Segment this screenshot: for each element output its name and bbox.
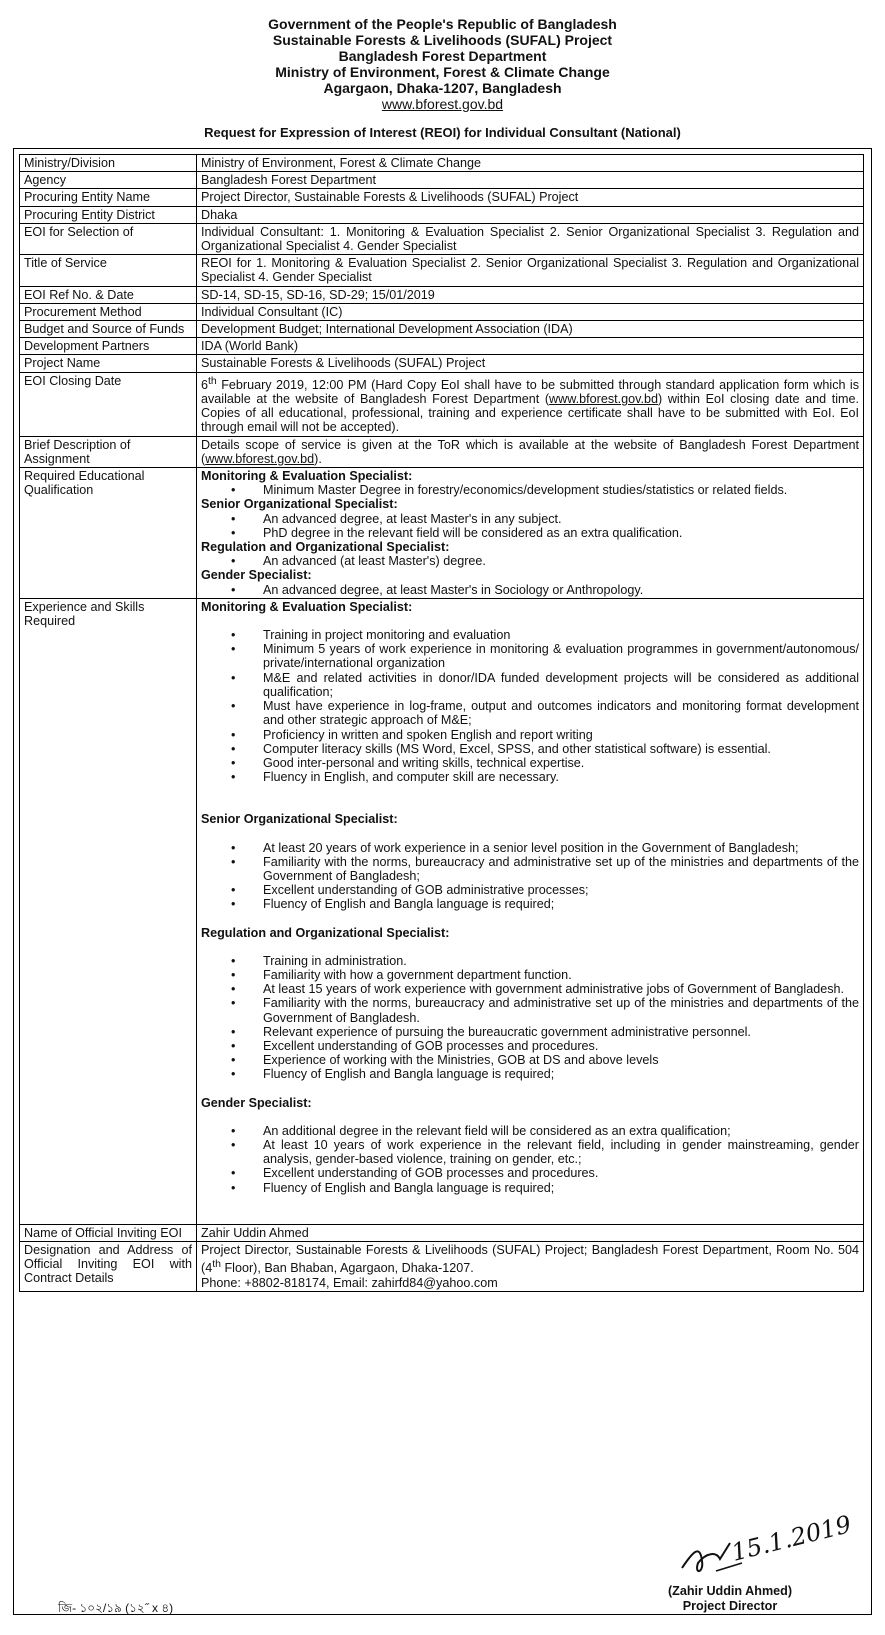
table-row [20, 1241, 864, 1291]
row-label: EOI for Selection of [20, 223, 197, 254]
list-item: • Excellent understanding of GOB administrative processes; [201, 883, 859, 897]
section-heading: Senior Organizational Specialist: [201, 812, 398, 827]
contact-line: Phone: +8802-818174, Email: zahirfd84@yahoo.com [201, 1275, 498, 1290]
designation-value [197, 1241, 864, 1291]
table-row [20, 321, 864, 338]
row-label: Procuring Entity Name [20, 189, 197, 206]
row-value: Bangladesh Forest Department [197, 172, 864, 189]
row-label: Procurement Method [20, 303, 197, 320]
brief-text: Details scope of service is given at the ToR which is available at the website of Bangladesh Forest Department ( [201, 437, 859, 466]
closing-website-link[interactable]: www.bforest.gov.bd [549, 392, 659, 407]
row-label: Designation and Address of Official Inviting EOI with Contract Details [20, 1241, 197, 1291]
row-label: Brief Description of Assignment [20, 436, 197, 467]
bullet-list [201, 512, 859, 540]
row-label: Procuring Entity District [20, 206, 197, 223]
section-heading: Monitoring & Evaluation Specialist: [201, 599, 413, 614]
section-heading: Senior Organizational Specialist: [201, 497, 398, 512]
document-title: Request for Expression of Interest (REOI) for Individual Consultant (National) [204, 125, 681, 140]
floor-suffix: th [212, 1258, 221, 1271]
list-item: • Fluency in English, and computer skill are necessary. [201, 770, 859, 784]
row-label: Agency [20, 172, 197, 189]
designation-text-tail: Floor), Ban Bhaban, Agargaon, Dhaka-1207. [220, 1261, 474, 1276]
table-row [20, 468, 864, 599]
table-row [20, 172, 864, 189]
list-item: • Fluency of English and Bangla language is required; [201, 1181, 859, 1195]
row-value: Ministry of Environment, Forest & Climate Change [197, 155, 864, 172]
row-value: Individual Consultant: 1. Monitoring & Evaluation Specialist 2. Senior Organizational Specialist 3. Regulation and Organizational Specialist 4. Gender Specialist [197, 223, 864, 254]
brief-text-tail: ). [314, 451, 322, 466]
row-label: EOI Ref No. & Date [20, 286, 197, 303]
document-header [0, 16, 885, 112]
row-label: Budget and Source of Funds [20, 321, 197, 338]
row-value: Dhaka [197, 206, 864, 223]
bullet-list [201, 554, 859, 568]
row-value: REOI for 1. Monitoring & Evaluation Specialist 2. Senior Organizational Specialist 3. Regulation and Organizational Specialist 4. Gender Specialist [197, 255, 864, 286]
list-item: • Must have experience in log-frame, output and outcomes indicators and monitoring format development and other strategic approach of M&E; [201, 699, 859, 727]
list-item: • Familiarity with the norms, bureaucracy and administrative set up of the ministries and departments of the Government of Bangladesh; [201, 855, 859, 883]
list-item: • At least 20 years of work experience in a senior level position in the Government of Bangladesh; [201, 841, 859, 855]
row-value: SD-14, SD-15, SD-16, SD-29; 15/01/2019 [197, 286, 864, 303]
list-item: • An advanced degree, at least Master's in Sociology or Anthropology. [201, 583, 859, 597]
bullet-list [201, 628, 859, 784]
signature-date: 15.1.2019 [728, 1510, 854, 1567]
section-heading: Regulation and Organizational Specialist: [201, 540, 450, 555]
header-government: Government of the People's Republic of Bangladesh [268, 16, 617, 32]
list-item: • Computer literacy skills (MS Word, Excel, SPSS, and other statistical software) is essential. [201, 742, 859, 756]
row-label: Project Name [20, 355, 197, 372]
closing-date-value [197, 372, 864, 436]
table-row [20, 206, 864, 223]
list-item: • At least 15 years of work experience with government administrative jobs of Government of Bangladesh. [201, 982, 859, 996]
brief-description-value [197, 436, 864, 467]
list-item: • An advanced degree, at least Master's in any subject. [201, 512, 859, 526]
signatory-name: (Zahir Uddin Ahmed) [667, 1584, 793, 1598]
bullet-list [201, 483, 859, 497]
list-item: • Excellent understanding of GOB processes and procedures. [201, 1166, 859, 1180]
closing-text-tail: ) within EoI closing date and time. Copies of all educational, professional, training and experience certificate shall have to be submitted with EoI. EoI through email will not be accepted). [201, 392, 860, 435]
row-label: Name of Official Inviting EOI [20, 1224, 197, 1241]
closing-day: 6 [201, 377, 209, 392]
bullet-list [201, 1124, 859, 1195]
list-item: • An additional degree in the relevant field will be considered as an extra qualification; [201, 1124, 859, 1138]
table-row [20, 155, 864, 172]
list-item: • Familiarity with the norms, bureaucracy and administrative set up of the ministries and departments of the Government of Bangladesh. [201, 996, 859, 1024]
experience-value [197, 598, 864, 1224]
row-value: Development Budget; International Development Association (IDA) [197, 321, 864, 338]
list-item: • Familiarity with how a government department function. [201, 968, 859, 982]
row-label: EOI Closing Date [20, 372, 197, 436]
reoi-table [19, 154, 864, 1292]
list-item: • Training in administration. [201, 954, 859, 968]
header-project: Sustainable Forests & Livelihoods (SUFAL) Project [272, 32, 613, 48]
row-label: Experience and Skills Required [20, 598, 197, 1224]
brief-website-link[interactable]: www.bforest.gov.bd [205, 451, 315, 466]
list-item: • Relevant experience of pursuing the bureaucratic government administrative personnel. [201, 1025, 859, 1039]
signatory-block [630, 1584, 830, 1614]
list-item: • An advanced (at least Master's) degree. [201, 554, 859, 568]
row-label: Development Partners [20, 338, 197, 355]
list-item: • Minimum 5 years of work experience in monitoring & evaluation programmes in government/autonomous/ private/international organization [201, 642, 859, 670]
bullet-list [201, 954, 859, 1082]
header-ministry: Ministry of Environment, Forest & Climate Change [275, 64, 610, 80]
header-website-link[interactable]: www.bforest.gov.bd [381, 96, 504, 112]
table-row [20, 255, 864, 286]
list-item: • Minimum Master Degree in forestry/economics/development studies/statistics or related fields. [201, 483, 859, 497]
signatory-title: Project Director [682, 1599, 778, 1613]
table-row [20, 338, 864, 355]
table-row [20, 598, 864, 1224]
table-row [20, 1224, 864, 1241]
list-item: • M&E and related activities in donor/IDA funded development projects will be considered as additional qualification; [201, 671, 859, 699]
section-heading: Monitoring & Evaluation Specialist: [201, 469, 413, 484]
table-row [20, 372, 864, 436]
row-value: Zahir Uddin Ahmed [197, 1224, 864, 1241]
closing-text: February 2019, 12:00 PM (Hard Copy EoI shall have to be submitted through standard application form which is available at the website of Bangladesh Forest Department ( [201, 377, 859, 407]
row-value: IDA (World Bank) [197, 338, 864, 355]
section-heading: Regulation and Organizational Specialist: [201, 925, 450, 940]
row-value: Project Director, Sustainable Forests & Livelihoods (SUFAL) Project [197, 189, 864, 206]
table-row [20, 223, 864, 254]
list-item: • Training in project monitoring and evaluation [201, 628, 859, 642]
list-item: • Proficiency in written and spoken English and report writing [201, 728, 859, 742]
closing-day-suffix: th [208, 374, 217, 387]
print-code: জি- ১০২/১৯ (১২˝ x ৪) [58, 1601, 174, 1615]
table-row [20, 436, 864, 467]
header-address: Agargaon, Dhaka-1207, Bangladesh [323, 80, 562, 96]
education-value [197, 468, 864, 599]
row-value: Individual Consultant (IC) [197, 303, 864, 320]
list-item: • PhD degree in the relevant field will be considered as an extra qualification. [201, 526, 859, 540]
table-row [20, 355, 864, 372]
bullet-list [201, 841, 859, 912]
list-item: • Excellent understanding of GOB processes and procedures. [201, 1039, 859, 1053]
row-label: Ministry/Division [20, 155, 197, 172]
table-row [20, 286, 864, 303]
bullet-list [201, 583, 859, 597]
section-heading: Gender Specialist: [201, 568, 312, 583]
list-item: • Fluency of English and Bangla language is required; [201, 1067, 859, 1081]
list-item: • Good inter-personal and writing skills, technical expertise. [201, 756, 859, 770]
table-row [20, 189, 864, 206]
row-value: Sustainable Forests & Livelihoods (SUFAL) Project [197, 355, 864, 372]
header-department: Bangladesh Forest Department [338, 48, 547, 64]
table-row [20, 303, 864, 320]
row-label: Title of Service [20, 255, 197, 286]
handwritten-signature [672, 1510, 854, 1583]
designation-text: Project Director, Sustainable Forests & Livelihoods (SUFAL) Project; Bangladesh Forest Department, Room No. 504 (4 [201, 1242, 859, 1276]
row-label: Required Educational Qualification [20, 468, 197, 599]
list-item: • Fluency of English and Bangla language is required; [201, 897, 859, 911]
list-item: • At least 10 years of work experience in the relevant field, including in gender mainstreaming, gender analysis, gender-based violence, training on gender, etc.; [201, 1138, 859, 1166]
section-heading: Gender Specialist: [201, 1095, 312, 1110]
list-item: • Experience of working with the Ministries, GOB at DS and above levels [201, 1053, 859, 1067]
